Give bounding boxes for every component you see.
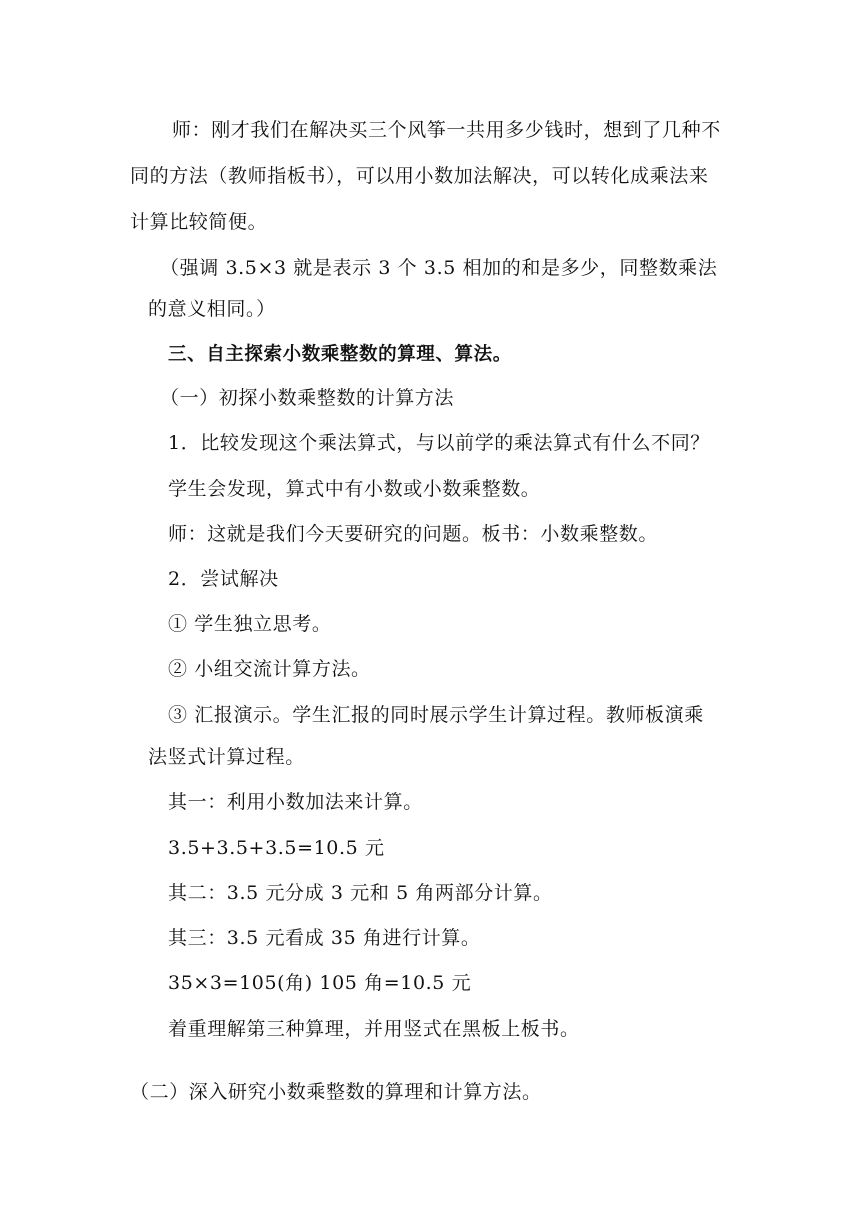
method-1-equation: 3.5+3.5+3.5=10.5 元: [168, 837, 385, 859]
subsection-heading-1: （一）初探小数乘整数的计算方法: [160, 387, 455, 409]
teacher-board-note: 师：这就是我们今天要研究的问题。板书：小数乘整数。: [168, 523, 659, 545]
substep-2-discuss: ② 小组交流计算方法。: [168, 658, 371, 680]
step-2-try: 2．尝试解决: [168, 568, 279, 590]
method-1: 其一：利用小数加法来计算。: [168, 791, 423, 813]
substep-3-report-line2: 法竖式计算过程。: [148, 746, 305, 768]
paragraph-teacher-intro-line2: 同的方法（教师指板书），可以用小数加法解决，可以转化成乘法来: [130, 165, 709, 187]
paragraph-emphasis-line1: （强调 3.5×3 就是表示 3 个 3.5 相加的和是多少，同整数乘法: [160, 257, 718, 279]
method-3-equation: 35×3=105(角) 105 角=10.5 元: [168, 972, 472, 994]
substep-1-think: ① 学生独立思考。: [168, 613, 332, 635]
student-discovery: 学生会发现，算式中有小数或小数乘整数。: [168, 478, 541, 500]
method-2: 其二：3.5 元分成 3 元和 5 角两部分计算。: [168, 882, 553, 904]
substep-3-report-line1: ③ 汇报演示。学生汇报的同时展示学生计算过程。教师板演乘: [168, 704, 704, 726]
paragraph-emphasis-line2: 的意义相同。）: [148, 298, 276, 320]
subsection-heading-2: （二）深入研究小数乘整数的算理和计算方法。: [130, 1081, 542, 1103]
step-1-compare: 1．比较发现这个乘法算式，与以前学的乘法算式有什么不同？: [168, 432, 710, 454]
paragraph-teacher-intro-line1: 师：刚才我们在解决买三个风筝一共用多少钱时，想到了几种不: [172, 119, 721, 141]
method-3: 其三：3.5 元看成 35 角进行计算。: [168, 927, 481, 949]
section-heading-3: 三、自主探索小数乘整数的算理、算法。: [168, 344, 512, 365]
focus-third-method: 着重理解第三种算理，并用竖式在黑板上板书。: [168, 1018, 580, 1040]
paragraph-teacher-intro-line3: 计算比较简便。: [130, 211, 268, 233]
